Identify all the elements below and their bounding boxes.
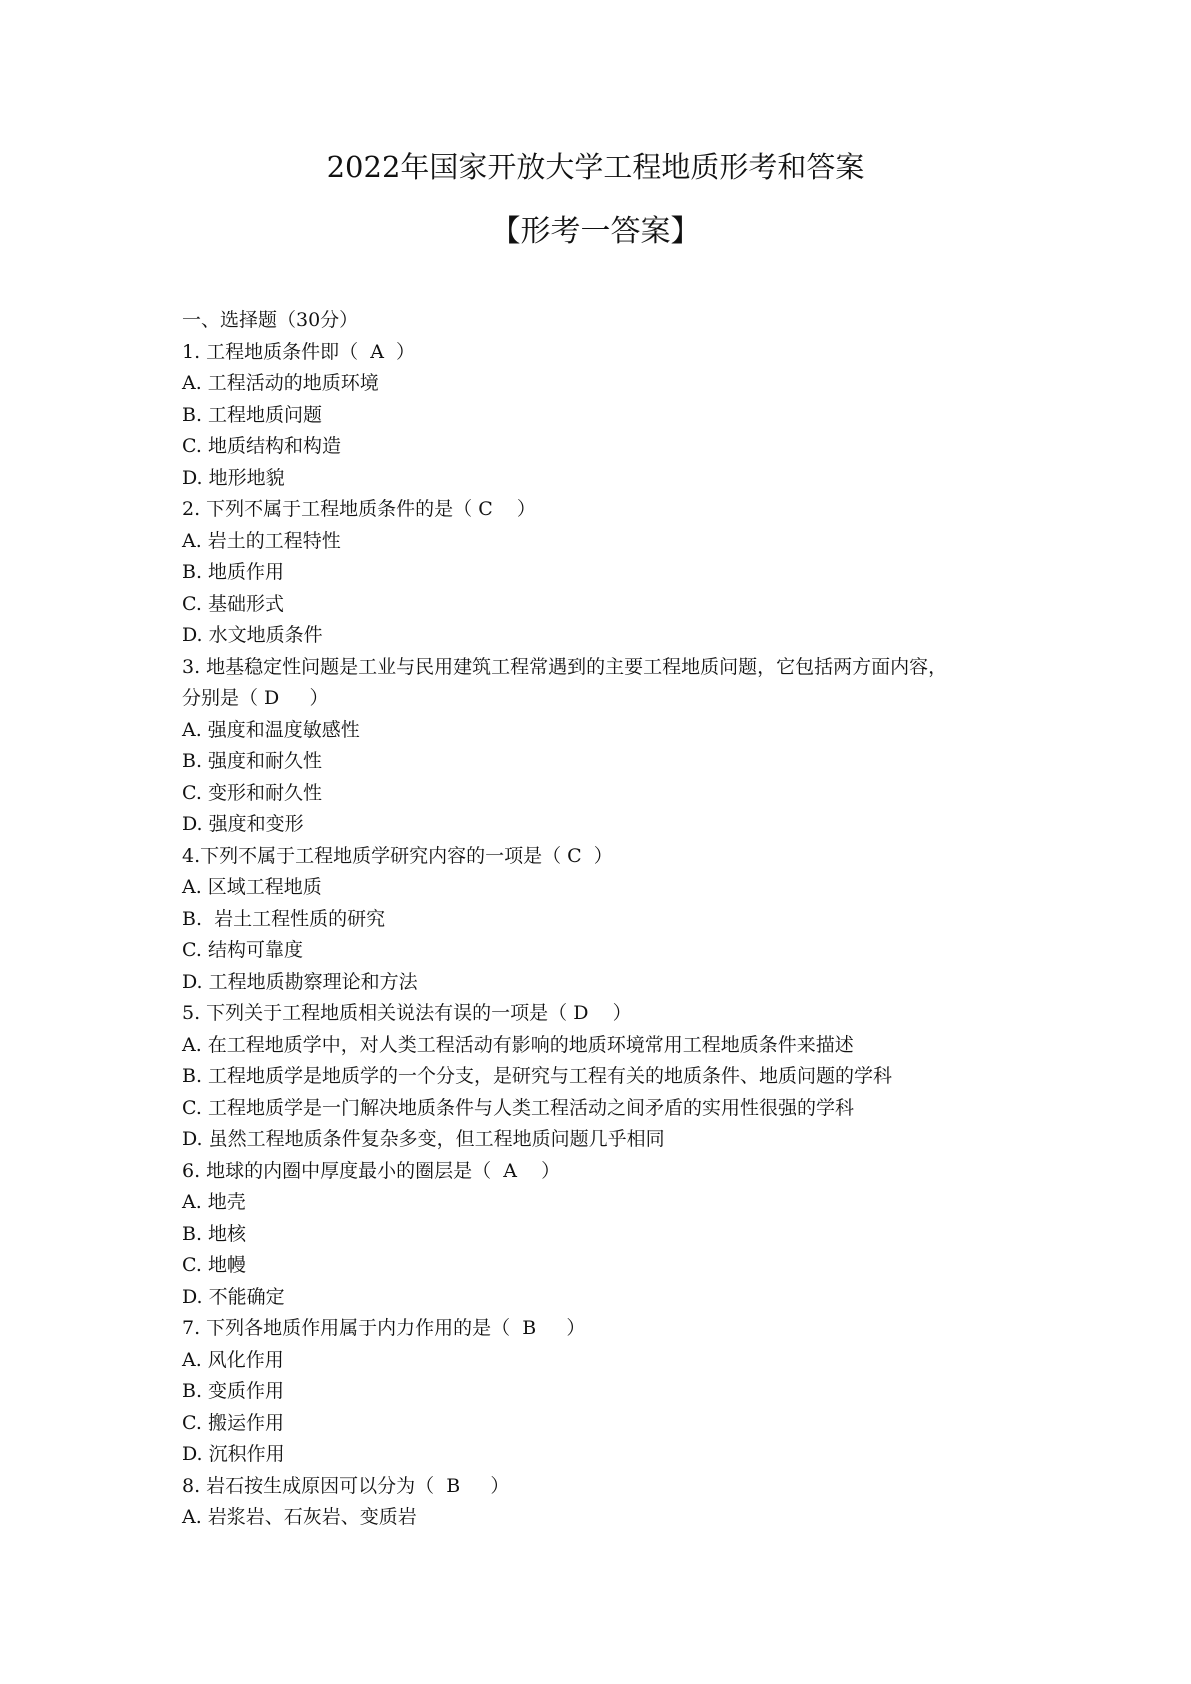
- option-line: D. 沉积作用: [182, 1443, 285, 1465]
- option-line: C. 搬运作用: [182, 1411, 284, 1434]
- option-line: B. 地质作用: [182, 561, 285, 583]
- option-line: C. 地质结构和构造: [182, 435, 341, 457]
- document-title: 2022年国家开放大学工程地质形考和答案: [326, 150, 865, 184]
- option-line: B. 强度和耐久性: [182, 750, 323, 772]
- option-line: A. 工程活动的地质环境: [182, 372, 379, 394]
- option-line: B. 地核: [182, 1222, 247, 1245]
- option-line: A. 岩浆岩、石灰岩、变质岩: [182, 1506, 417, 1528]
- option-line: D. 强度和变形: [182, 813, 304, 835]
- question-list: [182, 305, 1062, 1534]
- option-line: B. 岩土工程性质的研究: [182, 907, 386, 930]
- option-line: A. 强度和温度敏感性: [182, 718, 360, 741]
- question-3: 3. 地基稳定性问题是工业与民用建筑工程常遇到的主要工程地质问题，它包括两方面内容，: [182, 655, 948, 678]
- question-8: 8. 岩石按生成原因可以分为（ B ）: [182, 1474, 510, 1497]
- document-subtitle: 【形考一答案】: [490, 214, 701, 249]
- option-line: C. 变形和耐久性: [182, 781, 322, 804]
- option-line: A. 区域工程地质: [182, 876, 322, 898]
- option-line: A. 地壳: [182, 1191, 246, 1213]
- question-2: 2. 下列不属于工程地质条件的是（ C ）: [182, 498, 536, 520]
- option-line: D. 水文地质条件: [182, 624, 323, 646]
- option-line: B. 工程地质问题: [182, 403, 323, 426]
- option-line: C. 结构可靠度: [182, 939, 303, 961]
- question-7: 7. 下列各地质作用属于内力作用的是（ B ）: [182, 1317, 586, 1339]
- option-line: A. 岩土的工程特性: [182, 529, 341, 552]
- question-3-continued: 分别是（ D ）: [182, 687, 329, 709]
- section-heading: 一、选择题（30分）: [182, 309, 359, 331]
- option-line: B. 变质作用: [182, 1380, 285, 1402]
- option-line: D. 不能确定: [182, 1285, 285, 1308]
- option-line: A. 风化作用: [182, 1348, 284, 1371]
- option-line: B. 工程地质学是地质学的一个分支，是研究与工程有关的地质条件、地质问题的学科: [182, 1065, 893, 1087]
- option-line: C. 工程地质学是一门解决地质条件与人类工程活动之间矛盾的实用性很强的学科: [182, 1096, 854, 1119]
- question-6: 6. 地球的内圈中厚度最小的圈层是（ A ）: [182, 1159, 561, 1182]
- question-1: 1. 工程地质条件即（ A ）: [182, 340, 416, 363]
- option-line: D. 虽然工程地质条件复杂多变，但工程地质问题几乎相同: [182, 1128, 665, 1150]
- question-5: 5. 下列关于工程地质相关说法有误的一项是（ D ）: [182, 1002, 632, 1024]
- option-line: D. 地形地貌: [182, 466, 285, 489]
- option-line: C. 地幔: [182, 1254, 246, 1276]
- option-line: D. 工程地质勘察理论和方法: [182, 970, 418, 993]
- option-line: A. 在工程地质学中，对人类工程活动有影响的地质环境常用工程地质条件来描述: [182, 1033, 854, 1056]
- option-line: C. 基础形式: [182, 592, 284, 615]
- question-4: 4.下列不属于工程地质学研究内容的一项是（ C ）: [182, 844, 613, 867]
